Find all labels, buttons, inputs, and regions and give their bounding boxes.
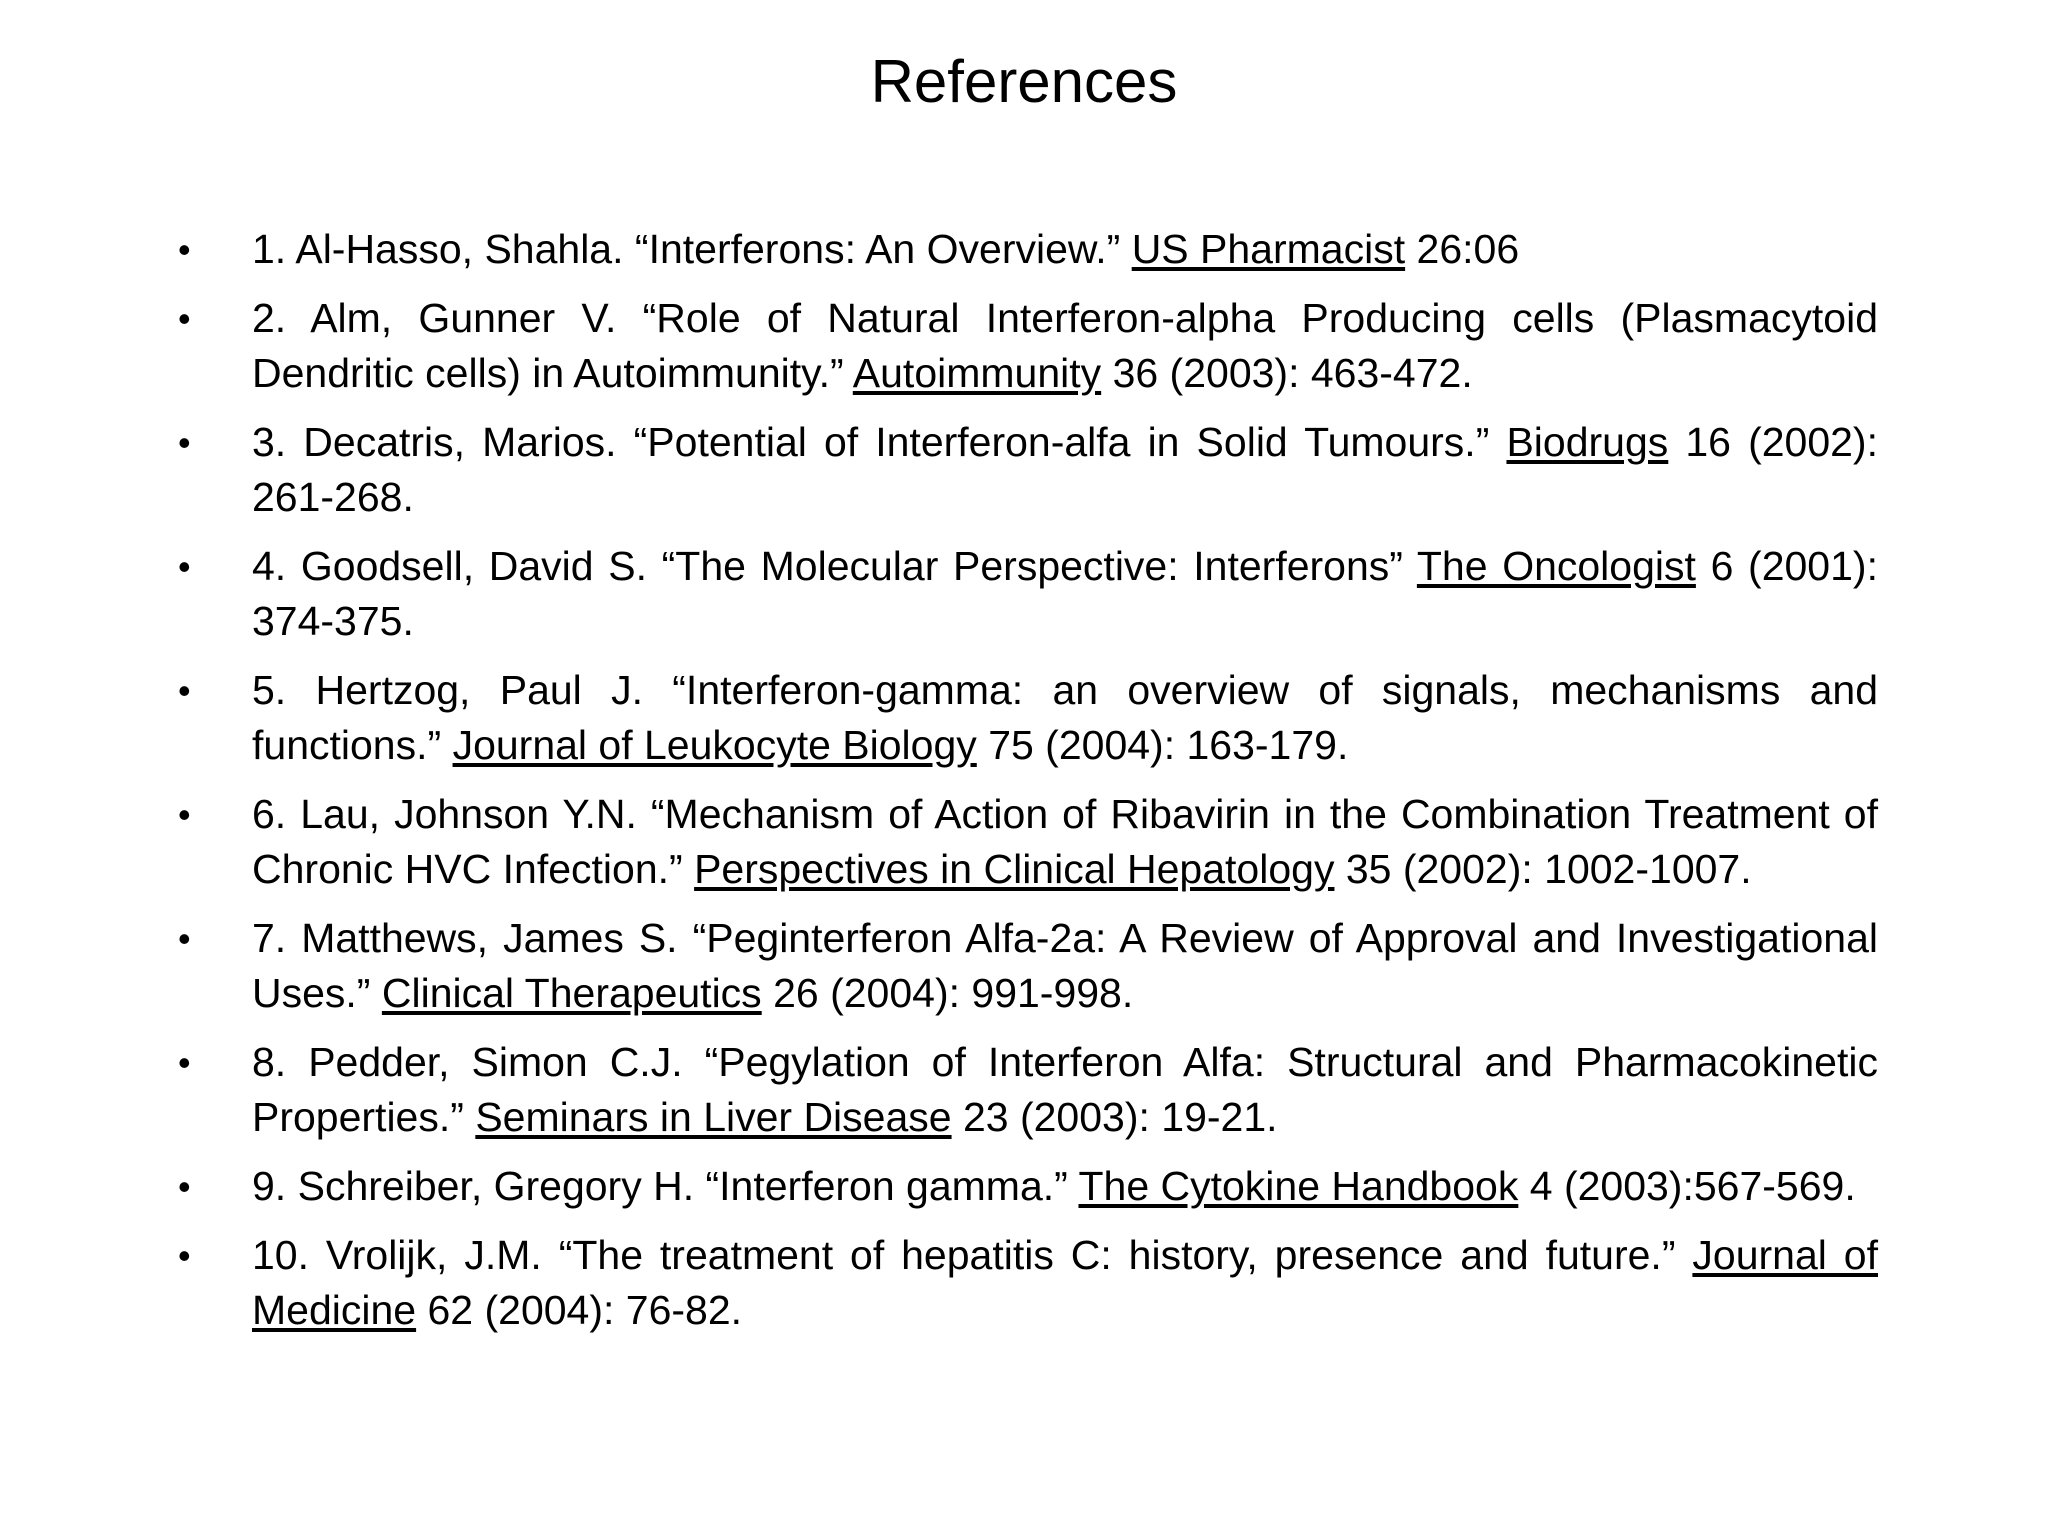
reference-author: Decatris, Marios.	[303, 419, 617, 465]
reference-journal: Clinical Therapeutics	[381, 970, 762, 1016]
reference-number: 7.	[252, 915, 287, 961]
reference-journal: The Oncologist	[1416, 543, 1696, 589]
reference-author: Alm, Gunner V.	[310, 295, 617, 341]
bullet-icon: •	[178, 670, 191, 711]
reference-details: 4 (2003):567-569.	[1529, 1163, 1856, 1209]
reference-item	[170, 1228, 1878, 1338]
reference-details: 26:06	[1416, 226, 1520, 272]
reference-article-title: “Interferon-gamma: an overview of signals, mechanisms and functions.”	[252, 667, 1879, 768]
reference-article-title: “Interferons: An Overview.”	[634, 226, 1121, 272]
reference-article-title: “Role of Natural Interferon-alpha Producing cells (Plasmacytoid Dendritic cells) in Autoimmunity.”	[252, 295, 1878, 396]
reference-details: 23 (2003): 19-21.	[962, 1094, 1278, 1140]
reference-journal: Biodrugs	[1506, 419, 1669, 465]
reference-item	[170, 1159, 1878, 1214]
reference-article-title: “Peginterferon Alfa-2a: A Review of Approval and Investigational Uses.”	[252, 915, 1878, 1016]
reference-article-title: “Pegylation of Interferon Alfa: Structural and Pharmacokinetic Properties.”	[252, 1039, 1878, 1140]
reference-author: Hertzog, Paul J.	[315, 667, 643, 713]
reference-item	[170, 222, 1878, 277]
reference-list	[170, 222, 1878, 1352]
reference-journal: Autoimmunity	[852, 350, 1102, 396]
reference-item	[170, 787, 1878, 897]
bullet-icon: •	[178, 229, 191, 270]
reference-author: Al-Hasso, Shahla.	[295, 226, 624, 272]
reference-number: 8.	[252, 1039, 287, 1085]
reference-number: 4.	[252, 543, 287, 589]
reference-item	[170, 415, 1878, 525]
reference-article-title: “Potential of Interferon-alfa in Solid Tumours.”	[633, 419, 1490, 465]
reference-item	[170, 291, 1878, 401]
reference-number: 5.	[252, 667, 287, 713]
reference-details: 75 (2004): 163-179.	[988, 722, 1349, 768]
bullet-icon: •	[178, 1235, 191, 1276]
reference-author: Pedder, Simon C.J.	[308, 1039, 683, 1085]
reference-journal: The Cytokine Handbook	[1078, 1163, 1519, 1209]
reference-author: Matthews, James S.	[301, 915, 678, 961]
reference-number: 1.	[252, 226, 287, 272]
reference-journal: US Pharmacist	[1131, 226, 1406, 272]
reference-article-title: “The Molecular Perspective: Interferons”	[661, 543, 1403, 589]
reference-author: Goodsell, David S.	[300, 543, 647, 589]
reference-author: Schreiber, Gregory H.	[297, 1163, 695, 1209]
reference-number: 10.	[252, 1232, 309, 1278]
bullet-icon: •	[178, 546, 191, 587]
bullet-icon: •	[178, 918, 191, 959]
reference-author: Lau, Johnson Y.N.	[300, 791, 637, 837]
bullet-icon: •	[178, 794, 191, 835]
reference-details: 6 (2001): 374-375.	[252, 543, 1878, 644]
reference-item	[170, 1035, 1878, 1145]
bullet-icon: •	[178, 422, 191, 463]
bullet-icon: •	[178, 1166, 191, 1207]
slide-title: References	[870, 48, 1178, 115]
reference-journal: Perspectives in Clinical Hepatology	[694, 846, 1335, 892]
reference-author: Vrolijk, J.M.	[325, 1232, 542, 1278]
reference-details: 62 (2004): 76-82.	[427, 1287, 743, 1333]
reference-journal: Seminars in Liver Disease	[475, 1094, 952, 1140]
reference-number: 9.	[252, 1163, 287, 1209]
reference-details: 36 (2003): 463-472.	[1112, 350, 1473, 396]
reference-item	[170, 539, 1878, 649]
bullet-icon: •	[178, 1042, 191, 1083]
reference-details: 26 (2004): 991-998.	[773, 970, 1134, 1016]
reference-number: 6.	[252, 791, 287, 837]
reference-article-title: “Mechanism of Action of Ribavirin in the Combination Treatment of Chronic HVC Infection.”	[252, 791, 1878, 892]
reference-number: 2.	[252, 295, 287, 341]
reference-journal: Journal of Leukocyte Biology	[452, 722, 977, 768]
bullet-icon: •	[178, 298, 191, 339]
reference-item	[170, 911, 1878, 1021]
reference-item	[170, 663, 1878, 773]
reference-number: 3.	[252, 419, 287, 465]
reference-details: 35 (2002): 1002-1007.	[1345, 846, 1752, 892]
reference-article-title: “Interferon gamma.”	[705, 1163, 1068, 1209]
reference-details: 16 (2002): 261-268.	[252, 419, 1878, 520]
reference-journal: Journal of Medicine	[252, 1232, 1878, 1333]
reference-article-title: “The treatment of hepatitis C: history, presence and future.”	[558, 1232, 1676, 1278]
